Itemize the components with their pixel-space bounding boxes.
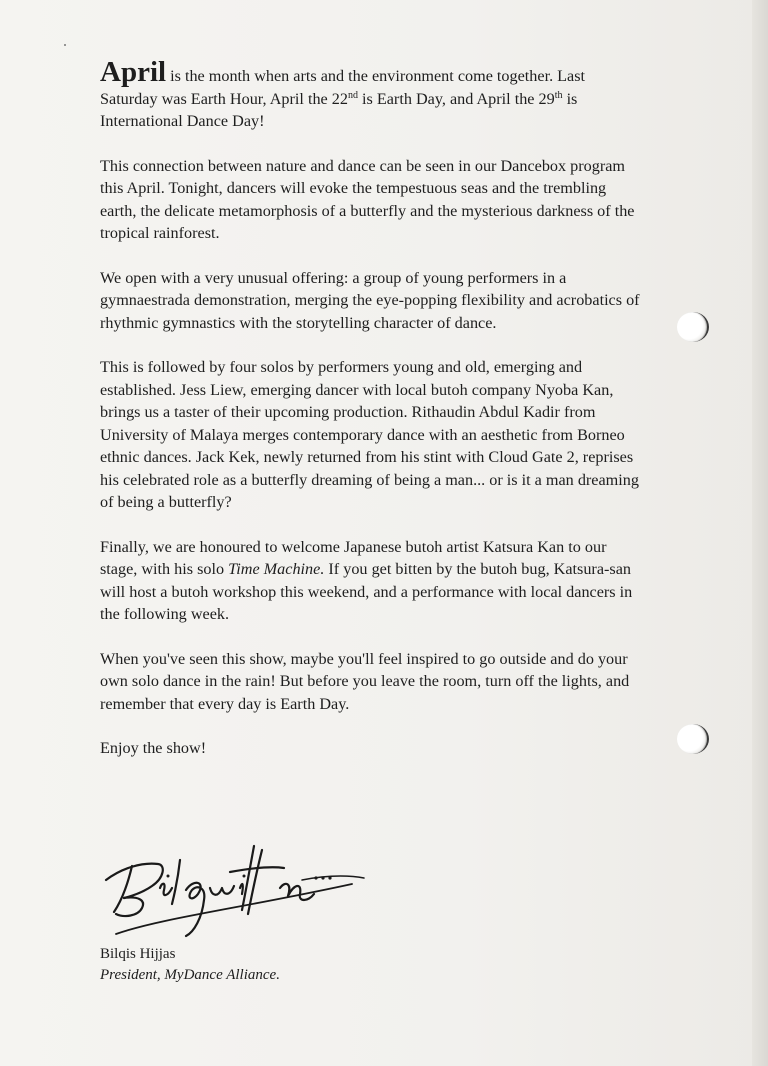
- intro-text-c: is International Dance Day!: [100, 89, 578, 130]
- signatory-title: President, MyDance Alliance.: [100, 967, 280, 983]
- page-edge-shadow: [752, 0, 768, 1066]
- intro-text-b: is Earth Day, and April the 29: [357, 89, 555, 108]
- signature-drawing: [102, 838, 372, 943]
- paragraph-nature-dance: This connection between nature and dance can be seen in our Dancebox program this April. Tonight, dancers will evoke the tempestuous seas and the trembling earth, the delicate metamorphosis of a butterfly and the mysterious darkness of the tropical rainforest.: [100, 156, 635, 242]
- intro-text-a: is the month when arts and the environment come together. Last Saturday was Earth Hour, April the 22: [100, 67, 586, 108]
- signatory-name: Bilqis Hijjas: [100, 946, 176, 962]
- binder-hole-top: [677, 312, 709, 342]
- katsura-text-a: Finally, we are honoured to welcome Japanese butoh artist Katsura Kan to our stage, with his solo: [100, 537, 607, 578]
- ordinal-suffix-nd: nd: [347, 89, 358, 101]
- letter-body: [100, 58, 640, 782]
- katsura-text-b: If you get bitten by the butoh bug, Katsura-san will host a butoh workshop this weekend, and a performance with local dancers in the following week.: [100, 560, 633, 623]
- ink-speck: [64, 44, 66, 46]
- paragraph-intro: [100, 58, 640, 133]
- paragraph-katsura-kan: [100, 536, 640, 626]
- lead-word: April: [100, 56, 167, 88]
- solo-title: Time Machine.: [228, 560, 325, 578]
- paragraph-closing-thoughts: When you've seen this show, maybe you'll feel inspired to go outside and do your own solo dance in the rain! But before you leave the room, turn off the lights, and remember that every day is Earth Day.: [100, 649, 630, 713]
- binder-hole-bottom: [677, 724, 709, 754]
- closing-line: Enjoy the show!: [100, 739, 207, 757]
- paragraph-solos: This is followed by four solos by performers young and old, emerging and established. Jess Liew, emerging dancer with local butoh company Nyoba Kan, brings us a taster of their upcoming production. Rithaudin Abdul Kadir from University of Malaya merges contemporary dance with an aesthetic from Borneo ethnic dances. Jack Kek, newly returned from his stint with Cloud Gate 2, reprises his celebrated role as a butterfly dreaming of being a man... or is it a man dreaming of being a butterfly?: [100, 358, 639, 511]
- handwritten-signature: [102, 838, 372, 943]
- paragraph-gymnaestrada: We open with a very unusual offering: a group of young performers in a gymnaestrada demonstration, merging the eye-popping flexibility and acrobatics of rhythmic gymnastics with the storytelling character of dance.: [100, 268, 640, 332]
- ordinal-suffix-th: th: [554, 89, 563, 101]
